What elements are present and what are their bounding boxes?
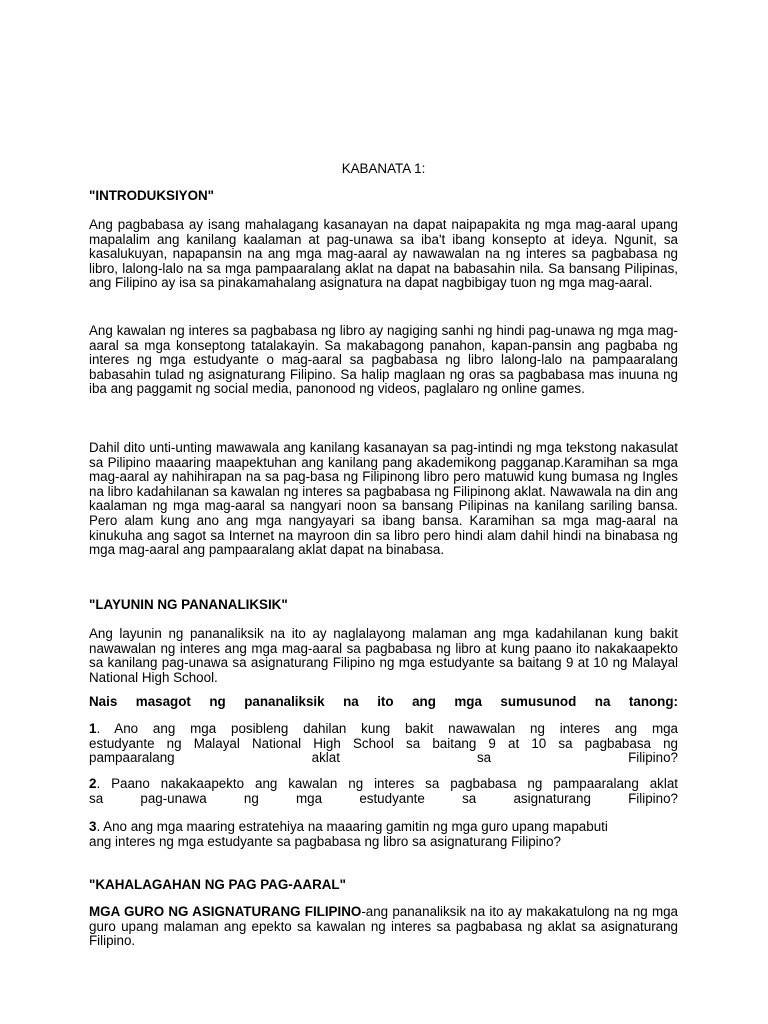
introduction-heading: "INTRODUKSIYON" [89, 188, 215, 203]
questions-intro: Nais masagot ng pananaliksik na ito ang mga sumusunod na tanong: [89, 694, 678, 709]
significance-subject: MGA GURO NG ASIGNATURANG FILIPINO [89, 904, 362, 919]
introduction-paragraph-2: Ang kawalan ng interes sa pagbabasa ng libro ay nagiging sanhi ng hindi pag-unawa ng mga mag-aaral sa mga konseptong tatalakayin. Sa makabagong panahon, kapan-pansin ang pagbaba ng interes ng mga estudyante o mag-aaral sa pagbabasa ng libro lalong-lalo na pampaaralang babasahin tulad ng asignaturang Filipino. Sa halip maglaan ng oras sa pagbabasa mas inuuna ng iba ang paggamit ng social media, panonood ng videos, paglalaro ng online games. [89, 323, 678, 397]
significance-paragraph [89, 905, 678, 949]
question-1-line-2: estudyante ng Malayal National High School sa baitang 9 at 10 sa pagbabasa ng [89, 735, 678, 751]
question-2-number: 2 [89, 776, 97, 791]
question-2-line-1: . Paano nakakaapekto ang kawalan ng interes sa pagbabasa ng pampaaralang aklat [96, 776, 678, 791]
question-1 [89, 722, 678, 766]
question-1-number: 1 [89, 721, 97, 736]
question-2-line-2: sa pag-unawa ng mga estudyante sa asignaturang Filipino? [89, 790, 678, 806]
significance-text: -ang pananaliksik na ito ay makakatulong na ng mga guro upang malaman ang epekto sa kawalan ng interes sa pagbabasa ng aklat sa asignaturang Filipino. [89, 904, 678, 949]
introduction-paragraph-1: Ang pagbabasa ay isang mahalagang kasanayan na dapat naipapakita ng mga mag-aaral upang mapalalim ang kanilang kaalaman at pag-unawa sa iba't ibang konsepto at ideya. Ngunit, sa kasalukuyan, napapansin na ang mga mag-aaral ay nawawalan na ng interes sa pagbabasa ng libro, lalong-lalo na sa mga pampaaralang aklat na dapat na babasahin nila. Sa bansang Pilipinas, ang Filipino ay isa sa pinakamahalang asignatura na dapat nagbibigay tuon ng mga mag-aaral. [89, 217, 678, 291]
question-3-number: 3 [89, 819, 97, 834]
significance-heading: "KAHALAGAHAN NG PAG PAG-AARAL" [89, 877, 346, 892]
chapter-title: KABANATA 1: [341, 161, 426, 176]
question-3 [89, 820, 678, 849]
objectives-heading: "LAYUNIN NG PANANALIKSIK" [89, 597, 288, 612]
question-2 [89, 777, 678, 806]
question-1-line-3: pampaaralang aklat sa Filipino? [89, 750, 678, 766]
question-3-line-2: ang interes ng mga estudyante sa pagbabasa ng libro sa asignaturang Filipino? [89, 833, 561, 849]
objectives-paragraph: Ang layunin ng pananaliksik na ito ay naglalayong malaman ang mga kadahilanan kung bakit nawawalan ng interes ang mga mag-aaral sa pagbabasa ng libro at kung paano ito nakakaapekto sa kanilang pag-unawa sa asignaturang Filipino ng mga estudyante sa baitang 9 at 10 ng Malayal National High School. [89, 626, 678, 685]
question-3-line-1: . Ano ang mga maaring estratehiya na maaaring gamitin ng mga guro upang mapabuti [96, 819, 608, 834]
question-1-line-1: . Ano ang mga posibleng dahilan kung bakit nawawalan ng interes ang mga [96, 721, 678, 736]
document-page [89, 0, 678, 1024]
introduction-paragraph-3: Dahil dito unti-unting mawawala ang kanilang kasanayan sa pag-intindi ng mga tekstong nakasulat sa Pilipino maaaring maapektuhan ang kanilang pang akademikong pagganap.Karamihan sa mga mag-aaral ay nahihirapan na sa pag-basa ng Filipinong libro pero matuwid kung bumasa ng Ingles na libro kadahilanan sa kawalan ng interes sa pagbabasa ng Filipinong aklat. Nawawala na din ang kaalaman ng mga mag-aaral sa nangyari noon sa bansang Pilipinas na kanilang sariling bansa. Pero alam kung ano ang mga nangyayari sa ibang bansa. Karamihan sa mga mag-aaral na kinukuha ang sagot sa Internet na mayroon din sa libro pero hindi alam dahil hindi na binabasa ng mga mag-aaral ang pampaaralang aklat dapat na binabasa. [89, 440, 678, 558]
